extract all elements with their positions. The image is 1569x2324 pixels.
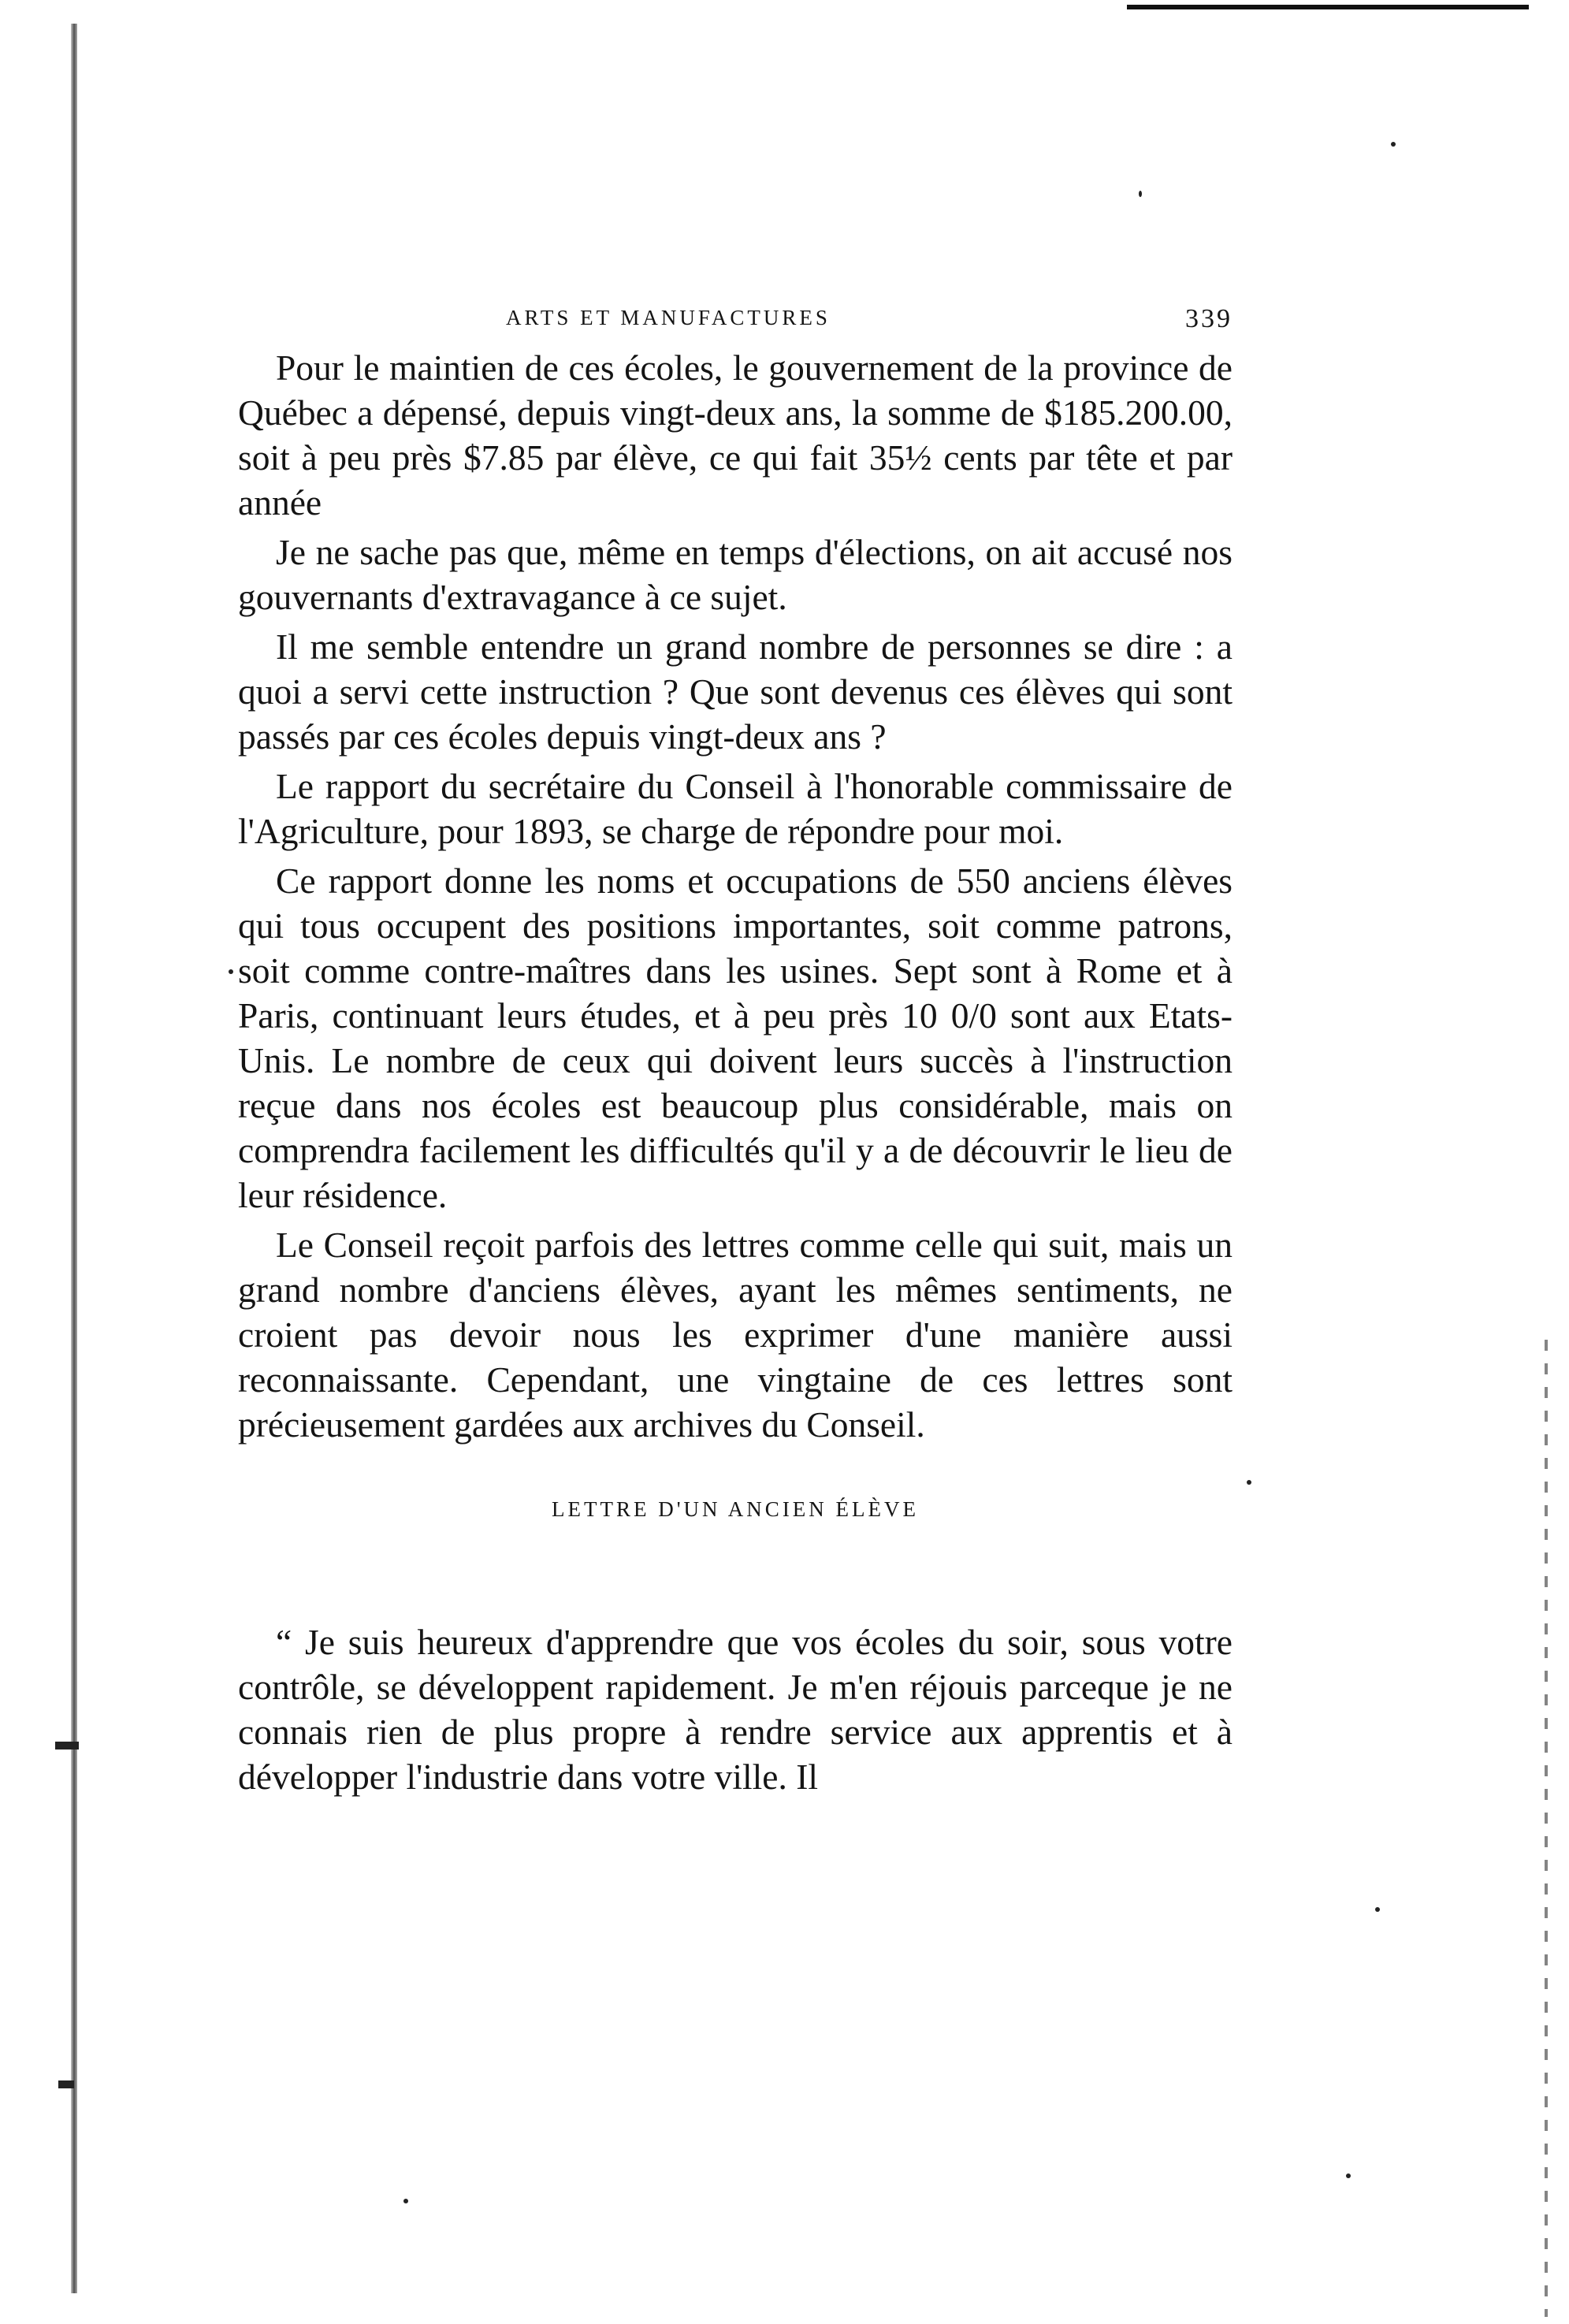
- scan-speck: [229, 969, 233, 974]
- scan-speck: [403, 2199, 408, 2203]
- scan-speck: [1391, 142, 1396, 147]
- paragraph: Le Conseil reçoit parfois des lettres comme celle qui suit, mais un grand nombre d'anciens élèves, ayant les mêmes sentiments, ne croient pas devoir nous les exprimer d'une manière aussi reconnaissante. Cependant, une vingtaine de ces lettres sont précieusement gardées aux archives du Conseil.: [238, 1225, 1233, 1445]
- scan-speck: [1346, 2173, 1351, 2178]
- running-title: ARTS ET MANUFACTURES: [506, 306, 831, 329]
- page-content: [238, 298, 1233, 1799]
- scan-edge-notch: [58, 2080, 74, 2088]
- paragraph: Je ne sache pas que, même en temps d'élections, on ait accusé nos gouvernants d'extravagance à ce sujet.: [238, 532, 1233, 617]
- page-number: 339: [1185, 304, 1233, 333]
- paragraph: Pour le maintien de ces écoles, le gouvernement de la province de Québec a dépensé, depuis vingt-deux ans, la somme de $185.200.00, soit à peu près $7.85 par élève, ce qui fait 35½ cents par tête et par année: [238, 348, 1233, 522]
- scan-speck: [1375, 1907, 1380, 1912]
- scan-speck: [1139, 191, 1142, 197]
- letter-quote: “ Je suis heureux d'apprendre que vos écoles du soir, sous votre contrôle, se développent rapidement. Je m'en réjouis parceque je ne connais rien de plus propre à rendre service aux apprentis et à développer l'industrie dans votre ville. Il: [238, 1622, 1233, 1797]
- paragraph: Il me semble entendre un grand nombre de personnes se dire : a quoi a servi cette instruction ? Que sont devenus ces élèves qui sont passés par ces écoles depuis vingt-deux ans ?: [238, 627, 1233, 757]
- scan-left-edge: [71, 24, 77, 2293]
- scan-edge-notch: [55, 1742, 79, 1750]
- paragraph: Ce rapport donne les noms et occupations de 550 anciens élèves qui tous occupent des positions importantes, soit comme patrons, soit comme contre-maîtres dans les usines. Sept sont à Rome et à Paris, continuant leurs études, et à peu près 10 0/0 sont aux Etats-Unis. Le nombre de ceux qui doivent leurs succès à l'instruction reçue dans nos écoles est beaucoup plus considérable, mais on comprendra facilement les difficultés qu'il y a de découvrir le lieu de leur résidence.: [238, 861, 1233, 1215]
- scan-top-rule: [1127, 5, 1529, 9]
- section-heading: LETTRE D'UN ANCIEN ÉLÈVE: [551, 1497, 920, 1521]
- running-head: [238, 298, 1233, 345]
- scan-right-edge: [1545, 1340, 1548, 2317]
- scan-speck: [1247, 1480, 1251, 1485]
- paragraph: Le rapport du secrétaire du Conseil à l'honorable commissaire de l'Agriculture, pour 1893, se charge de répondre pour moi.: [238, 766, 1233, 851]
